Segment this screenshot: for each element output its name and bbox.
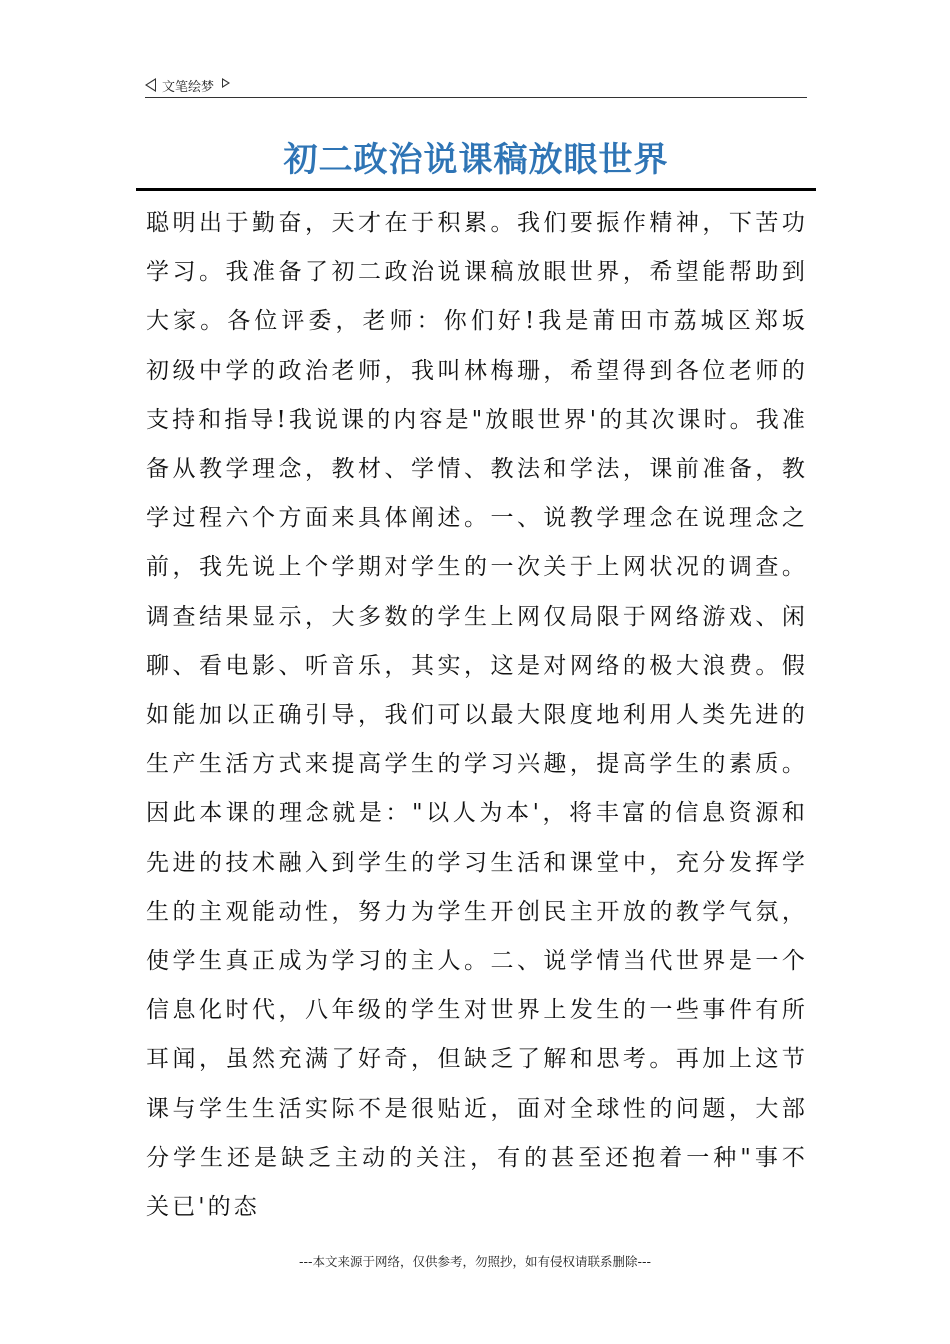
- title-divider: [136, 188, 816, 191]
- header-divider: [145, 97, 807, 98]
- page-header: [145, 72, 807, 98]
- document-body: 聪明出于勤奋，天才在于积累。我们要振作精神，下苦功学习。我准备了初二政治说课稿放眼世界，希望能帮助到大家。各位评委，老师：你们好!我是莆田市荔城区郑坂初级中学的政治老师，我叫林梅珊，希望得到各位老师的支持和指导!我说课的内容是"放眼世界'的其次课时。我准备从教学理念，教材、学情、教法和学法，课前准备，教学过程六个方面来具体阐述。一、说教学理念在说理念之前，我先说上个学期对学生的一次关于上网状况的调查。调查结果显示，大多数的学生上网仅局限于网络游戏、闲聊、看电影、听音乐，其实，这是对网络的极大浪费。假如能加以正确引导，我们可以最大限度地利用人类先进的生产生活方式来提高学生的学习兴趣，提高学生的素质。因此本课的理念就是："以人为本'，将丰富的信息资源和先进的技术融入到学生的学习生活和课堂中，充分发挥学生的主观能动性，努力为学生开创民主开放的教学气氛，使学生真正成为学习的主人。二、说学情当代世界是一个信息化时代，八年级的学生对世界上发生的一些事件有所耳闻，虽然充满了好奇，但缺乏了解和思考。再加上这节课与学生生活实际不是很贴近，面对全球性的问题，大部分学生还是缺乏主动的关注，有的甚至还抱着一种"事不关已'的态: [146, 210, 808, 1221]
- triangle-right-icon: [222, 78, 230, 88]
- footer-notice: ---本文来源于网络，仅供参考，勿照抄，如有侵权请联系删除---: [298, 1254, 652, 1269]
- document-title: 初二政治说课稿放眼世界: [283, 140, 669, 180]
- triangle-left-icon: [145, 78, 156, 92]
- header-label: 文笔绘梦: [162, 79, 215, 95]
